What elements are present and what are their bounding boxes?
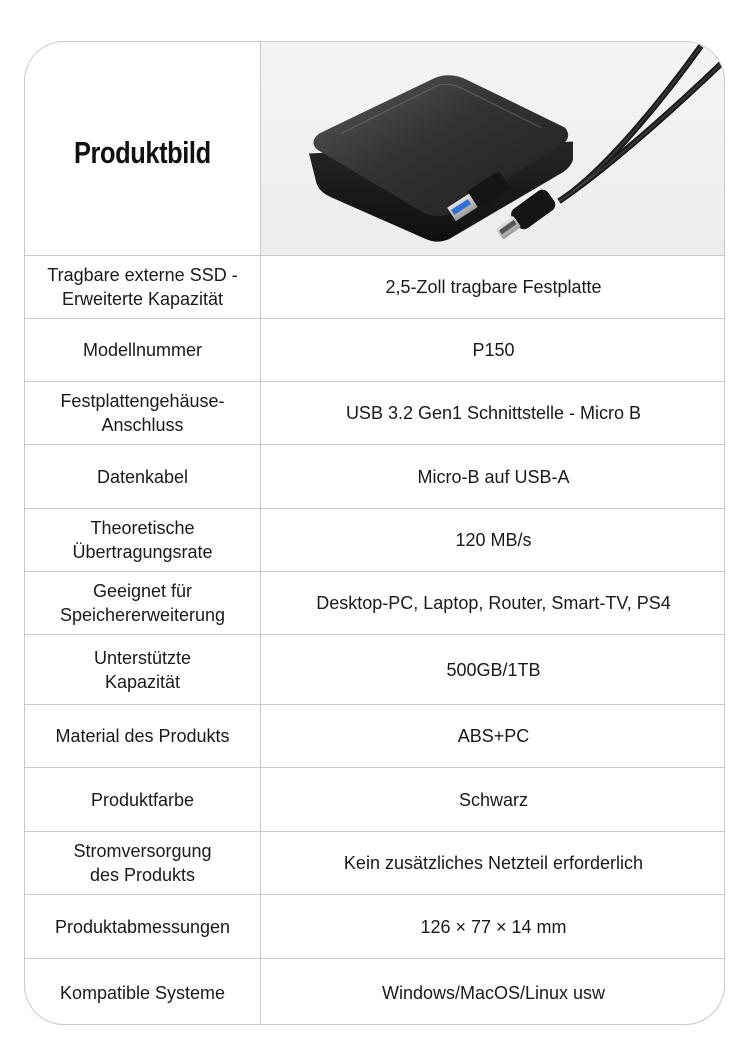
spec-label: Produktfarbe xyxy=(25,768,261,831)
header-row xyxy=(25,42,724,256)
cable-icon xyxy=(573,46,701,191)
spec-label: Kompatible Systeme xyxy=(25,959,261,1025)
spec-label: Produktabmessungen xyxy=(25,895,261,958)
spec-value: Windows/MacOS/Linux usw xyxy=(381,982,606,1003)
spec-row xyxy=(25,832,724,895)
spec-label: Tragbare externe SSD - Erweiterte Kapazität xyxy=(25,256,261,318)
spec-row xyxy=(25,635,724,705)
spec-row xyxy=(25,256,724,319)
spec-value: Desktop-PC, Laptop, Router, Smart-TV, PS4 xyxy=(316,593,671,613)
spec-value: Micro-B auf USB-A xyxy=(417,466,570,487)
header-label-cell xyxy=(25,42,261,255)
spec-label: Modellnummer xyxy=(25,319,261,381)
spec-row xyxy=(25,445,724,509)
spec-value: 120 MB/s xyxy=(455,530,532,550)
spec-label: Datenkabel xyxy=(25,445,261,508)
product-image-cell xyxy=(261,42,725,255)
spec-row xyxy=(25,959,724,1025)
spec-value: P150 xyxy=(472,340,515,360)
spec-value: 2,5-Zoll tragbare Festplatte xyxy=(385,277,602,297)
spec-value: ABS+PC xyxy=(457,726,530,746)
header-label: Produktbild xyxy=(74,134,211,170)
spec-table xyxy=(24,41,725,1025)
spec-label: Festplattengehäuse- Anschluss xyxy=(25,382,261,444)
spec-row xyxy=(25,319,724,382)
spec-label: Stromversorgung des Produkts xyxy=(25,832,261,894)
spec-value: Schwarz xyxy=(458,789,529,810)
spec-row xyxy=(25,768,724,832)
spec-grid xyxy=(25,42,724,1024)
spec-value: 500GB/1TB xyxy=(446,659,541,680)
spec-value: 126 × 77 × 14 mm xyxy=(420,916,567,937)
spec-row xyxy=(25,705,724,768)
spec-label: Geeignet für Speichererweiterung xyxy=(25,572,261,634)
spec-label: Unterstützte Kapazität xyxy=(25,635,261,704)
spec-row xyxy=(25,572,724,635)
spec-row xyxy=(25,509,724,572)
spec-label: Material des Produkts xyxy=(25,705,261,767)
spec-row xyxy=(25,895,724,959)
spec-value: Kein zusätzliches Netzteil erforderlich xyxy=(343,853,644,873)
product-photo xyxy=(261,42,725,255)
spec-label: Theoretische Übertragungsrate xyxy=(25,509,261,571)
spec-row xyxy=(25,382,724,445)
spec-value: USB 3.2 Gen1 Schnittstelle - Micro B xyxy=(345,403,642,423)
